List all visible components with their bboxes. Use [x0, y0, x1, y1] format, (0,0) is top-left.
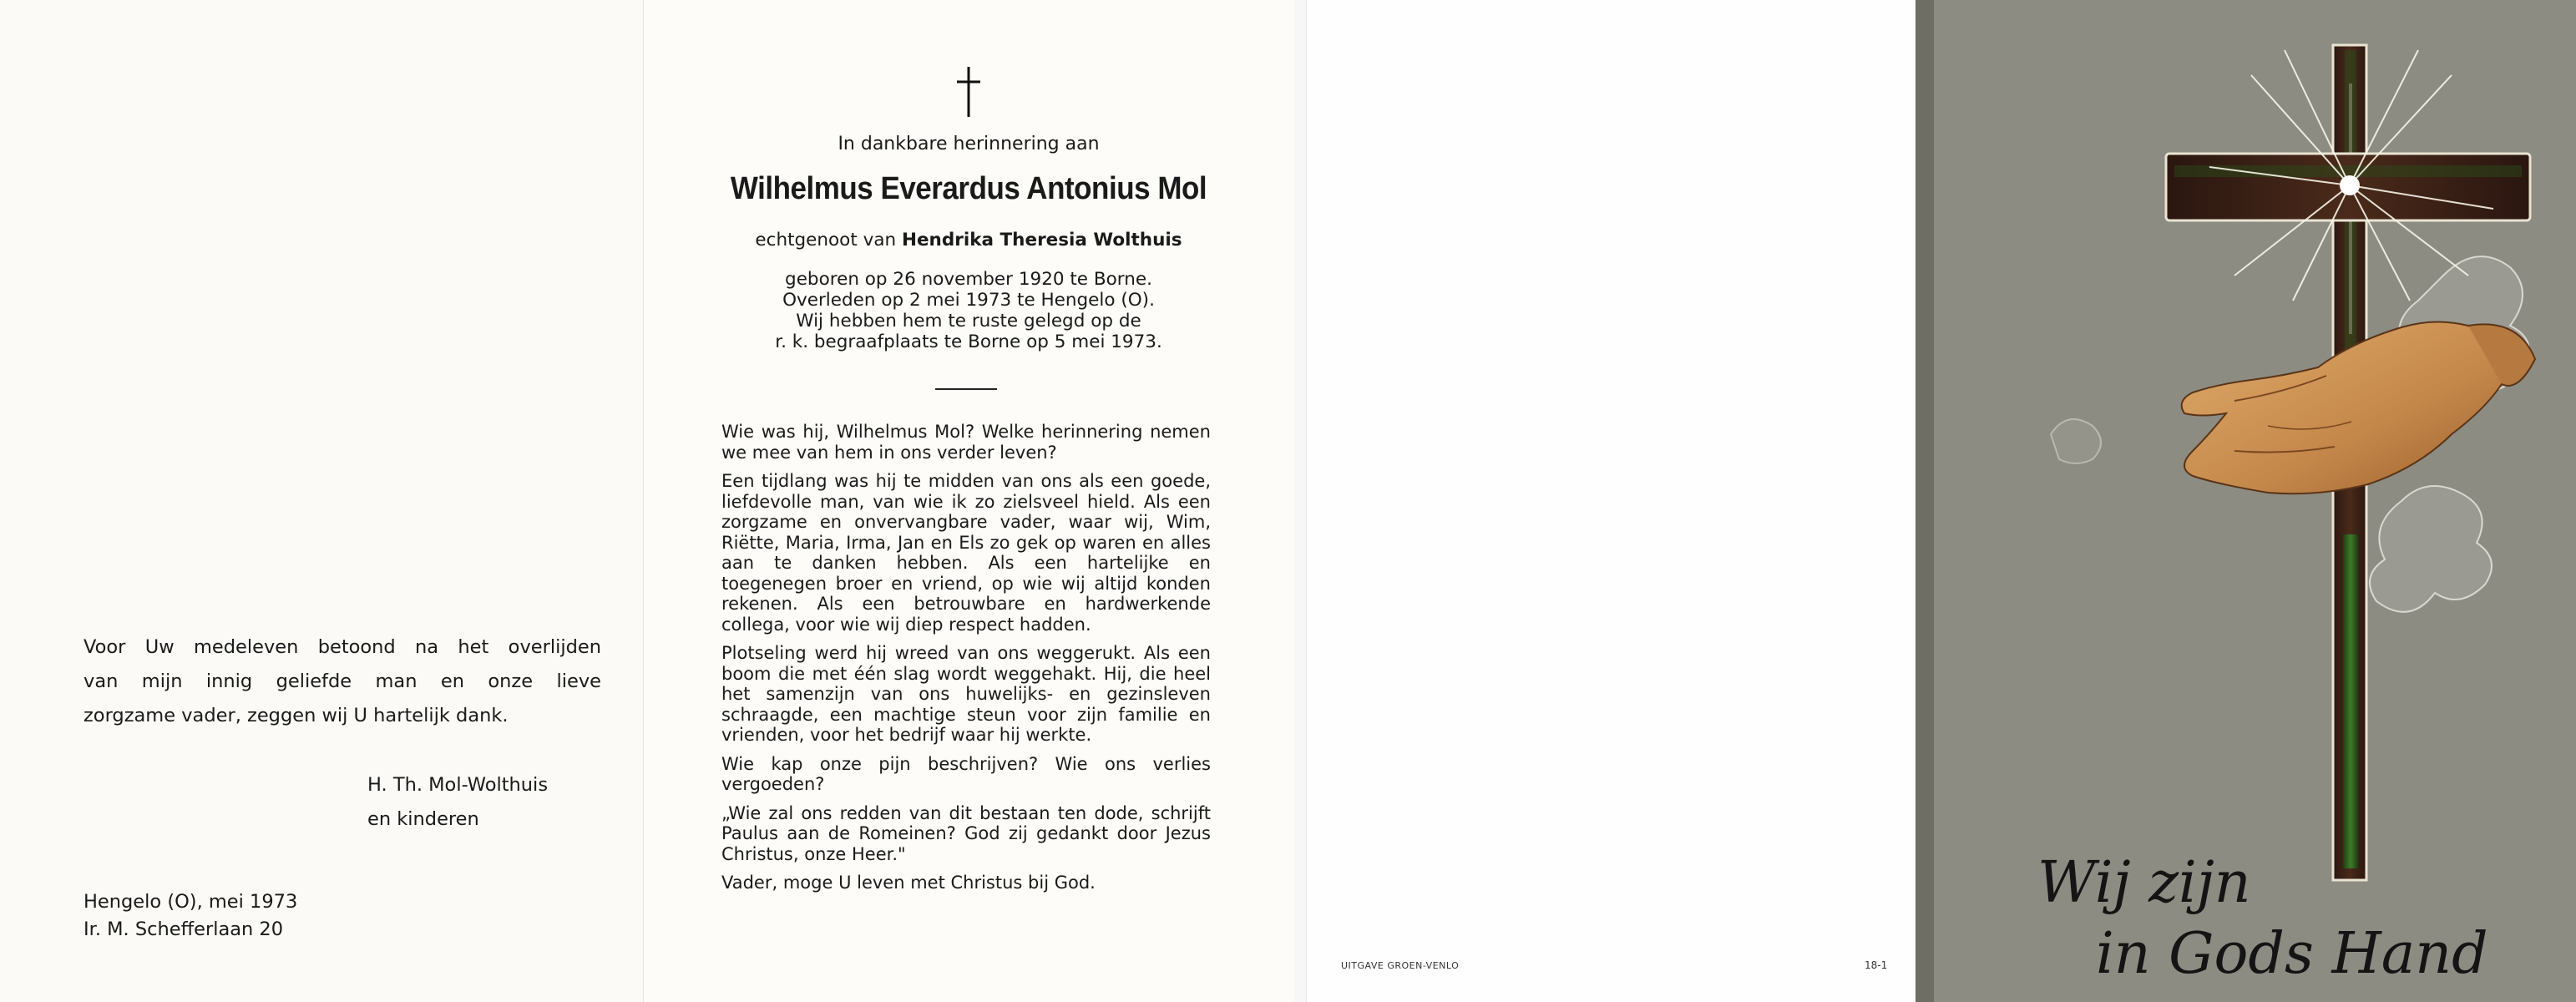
publisher-label: UITGAVE GROEN-VENLO — [1341, 960, 1460, 971]
spouse-name: Hendrika Theresia Wolthuis — [901, 230, 1182, 250]
signature-family: en kinderen — [367, 808, 479, 830]
thanks-line: van mijn innig geliefde man en onze lieve — [84, 671, 601, 692]
memorial-text — [721, 422, 1211, 902]
divider — [935, 388, 997, 390]
cemetery-line: r. k. begraafplaats te Borne op 5 mei 1973. — [775, 331, 1162, 352]
front-panel — [1934, 0, 2576, 1002]
light-burst — [2340, 175, 2360, 195]
paragraph: Wie kap onze pijn beschrijven? Wie ons verlies vergoeden? — [721, 753, 1211, 794]
spouse-line — [651, 230, 1286, 250]
card-gap — [1294, 0, 1306, 1002]
death-line: Overleden op 2 mei 1973 te Hengelo (O). — [782, 290, 1155, 311]
paragraph: Wie was hij, Wilhelmus Mol? Welke herinnering nemen we mee van hem in ons verder leven? — [721, 422, 1211, 463]
burial-line: Wij hebben hem te ruste gelegd op de — [796, 311, 1141, 331]
script-title — [2029, 835, 2497, 994]
address-street: Ir. M. Schefferlaan 20 — [84, 918, 284, 940]
signature — [367, 768, 548, 837]
thanks-line: zorgzame vader, zeggen wij U hartelijk dank. — [84, 705, 509, 726]
memorial-intro: In dankbare herinnering aan — [838, 134, 1100, 154]
closing-line: Vader, moge U leven met Christus bij God. — [721, 873, 1096, 893]
signature-name: H. Th. Mol-Wolthuis — [367, 774, 549, 796]
thanks-text — [84, 630, 601, 733]
address-city-date: Hengelo (O), mei 1973 — [84, 891, 298, 913]
card-spine — [1916, 0, 1934, 1002]
back-panel — [1306, 0, 1916, 1002]
thanks-line: Voor Uw medeleven betoond na het overlijden — [84, 636, 601, 658]
deceased-name: Wilhelmus Everardus Antonius Mol — [730, 171, 1207, 206]
card-number: 18-1 — [1865, 959, 1888, 971]
script-line1: Wij zijn — [2037, 850, 2251, 916]
life-dates — [651, 269, 1286, 352]
inside-left-panel — [0, 0, 643, 1002]
birth-line: geboren op 26 november 1920 te Borne. — [785, 269, 1152, 290]
paragraph: Plotseling werd hij wreed van ons weggerukt. Als een boom die met één slag wordt weggehakt. Hij, die heel het samenzijn van ons huwelijks- en gezinsleven schraagde, een machtige steun voor zijn familie en vrienden, voor het bedrijf waar hij werkte. — [721, 643, 1211, 745]
cross-icon — [952, 65, 985, 119]
paragraph: Een tijdlang was hij te midden van ons als een goede, liefdevolle man, van wie ik zo zielsveel hield. Als een zorgzame en onvervangbare vader, waar wij, Wim, Riëtte, Maria, Irma, Jan en Els zo gek op waren en alles aan te danken hebben. Als een hartelijke en toegenegen broer en vriend, op wie wij altijd konden rekenen. Als een betrouwbare en hardwerkende collega, voor wie wij diep respect hadden. — [721, 471, 1211, 635]
open-hand — [2182, 321, 2535, 493]
script-line2: in Gods Hand — [2096, 921, 2488, 987]
spouse-prefix: echtgenoot van — [755, 230, 897, 250]
paragraph: „Wie zal ons redden van dit bestaan ten dode, schrijft Paulus aan de Romeinen? God zij gedankt door Jezus Christus, onze Heer." — [721, 802, 1211, 864]
address — [84, 888, 297, 944]
